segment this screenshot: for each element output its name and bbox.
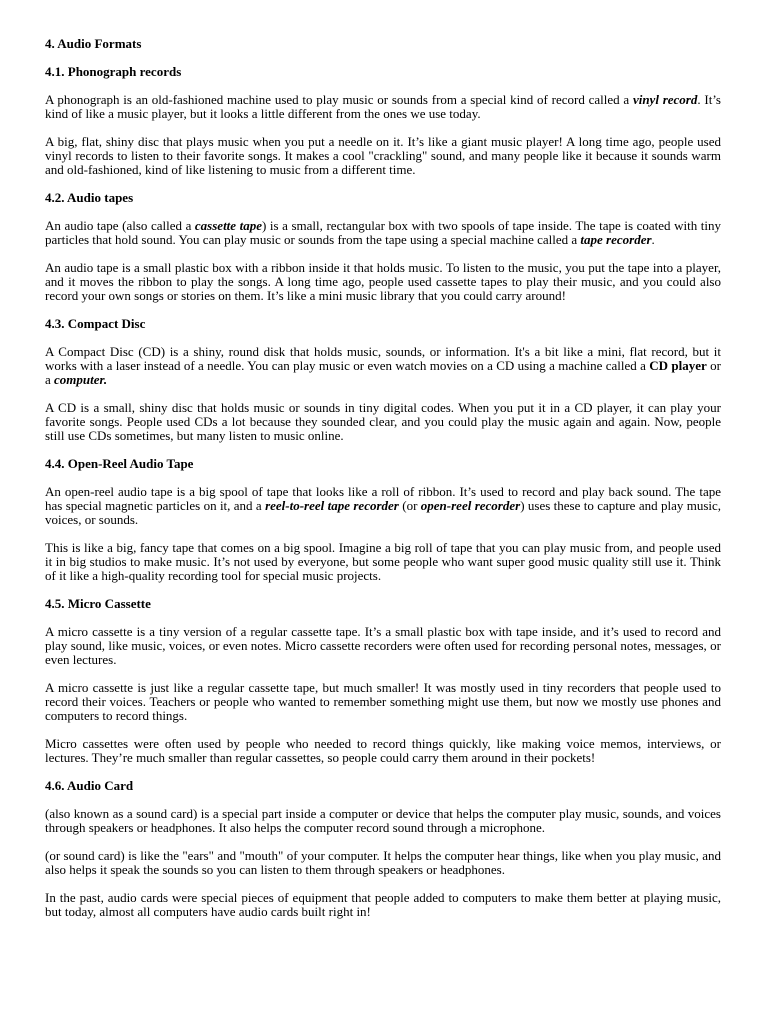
section-title: 4.3. Compact Disc: [45, 316, 146, 331]
paragraph: A phonograph is an old-fashioned machine used to play music or sounds from a special kind of record called a vinyl record. It’s kind of like a music player, but it looks a little different from the ones we use today.: [45, 92, 721, 121]
section-title: 4.6. Audio Card: [45, 778, 134, 793]
paragraph: An audio tape (also called a cassette tape) is a small, rectangular box with two spools of tape inside. The tape is coated with tiny particles that hold sound. You can play music or sounds from the tape using a special machine called a tape recorder.: [45, 218, 721, 247]
emphasis-vinyl-record: vinyl record: [632, 92, 698, 107]
section-audio-card: [45, 779, 721, 919]
paragraph: In the past, audio cards were special pieces of equipment that people added to computers to make them better at playing music, but today, almost all computers have audio cards built right in!: [45, 890, 721, 919]
emphasis-tape-recorder: tape recorder: [580, 232, 652, 247]
emphasis-reel-to-reel: reel-to-reel tape recorder: [265, 498, 399, 513]
section-title: 4.5. Micro Cassette: [45, 596, 151, 611]
section-micro-cassette: [45, 597, 721, 765]
document-heading: 4. Audio Formats: [45, 36, 142, 51]
section-compact-disc: [45, 317, 721, 443]
paragraph: An audio tape is a small plastic box with a ribbon inside it that holds music. To listen to the music, you put the tape into a player, and it moves the ribbon to play the songs. A long time ago, people used cassette tapes to play their music, and you could also record your own songs or stories on them. It’s like a mini music library that you could carry around!: [45, 260, 721, 303]
paragraph: A micro cassette is a tiny version of a regular cassette tape. It’s a small plastic box with tape inside, and it’s used to record and play sound, like music, voices, or even notes. Micro cassette recorders were often used for recording personal notes, messages, or even lectures.: [45, 624, 721, 667]
emphasis-open-reel-recorder: open-reel recorder: [420, 498, 521, 513]
emphasis-cassette-tape: cassette tape: [194, 218, 263, 233]
section-open-reel-audio-tape: [45, 457, 721, 583]
paragraph: A CD is a small, shiny disc that holds music or sounds in tiny digital codes. When you put it in a CD player, it can play your favorite songs. People used CDs a lot because they sounded clear, and you could play the music again and again. Now, people still use CDs sometimes, but many listen to music online.: [45, 400, 721, 443]
section-title: 4.4. Open-Reel Audio Tape: [45, 456, 194, 471]
paragraph: (also known as a sound card) is a special part inside a computer or device that helps the computer play music, sounds, and voices through speakers or headphones. It also helps the computer record sound through a microphone.: [45, 806, 721, 835]
paragraph: A big, flat, shiny disc that plays music when you put a needle on it. It’s like a giant music player! A long time ago, people used vinyl records to listen to their favorite songs. It makes a cool "crackling" sound, and many people like it because it sounds warm and old-fashioned, kind of like listening to music from a different time.: [45, 134, 721, 177]
paragraph: A Compact Disc (CD) is a shiny, round disk that holds music, sounds, or information. It's a bit like a mini, flat record, but it works with a laser instead of a needle. You can play music or even watch movies on a CD using a machine called a CD player or a computer.: [45, 344, 721, 387]
paragraph: An open-reel audio tape is a big spool of tape that looks like a roll of ribbon. It’s used to record and play back sound. The tape has special magnetic particles on it, and a reel-to-reel tape recorder (or open-reel recorder) uses these to capture and play music, voices, or sounds.: [45, 484, 722, 527]
emphasis-computer: computer.: [54, 372, 108, 387]
section-audio-tapes: [45, 191, 721, 303]
paragraph: This is like a big, fancy tape that comes on a big spool. Imagine a big roll of tape that you can play music from, and people used it in big studios to make music. It’s not used by everyone, but some people who want super good music quality still use it. Think of it like a high-quality recording tool for special music projects.: [45, 540, 721, 583]
emphasis-cd-player: CD player: [649, 358, 707, 373]
section-title: 4.1. Phonograph records: [45, 64, 182, 79]
paragraph: (or sound card) is like the "ears" and "mouth" of your computer. It helps the computer hear things, like when you play music, and also helps it speak the sounds so you can listen to them through speakers or headphones.: [45, 848, 721, 877]
section-phonograph-records: [45, 65, 721, 177]
paragraph: A micro cassette is just like a regular cassette tape, but much smaller! It was mostly used in tiny recorders that people used to record their voices. Teachers or people who wanted to remember something might use them, but now we mostly use phones and computers to record things.: [45, 680, 721, 723]
section-title: 4.2. Audio tapes: [45, 190, 134, 205]
paragraph: Micro cassettes were often used by people who needed to record things quickly, like making voice memos, interviews, or lectures. They’re much smaller than regular cassettes, so people could carry them around in their pockets!: [45, 736, 721, 765]
